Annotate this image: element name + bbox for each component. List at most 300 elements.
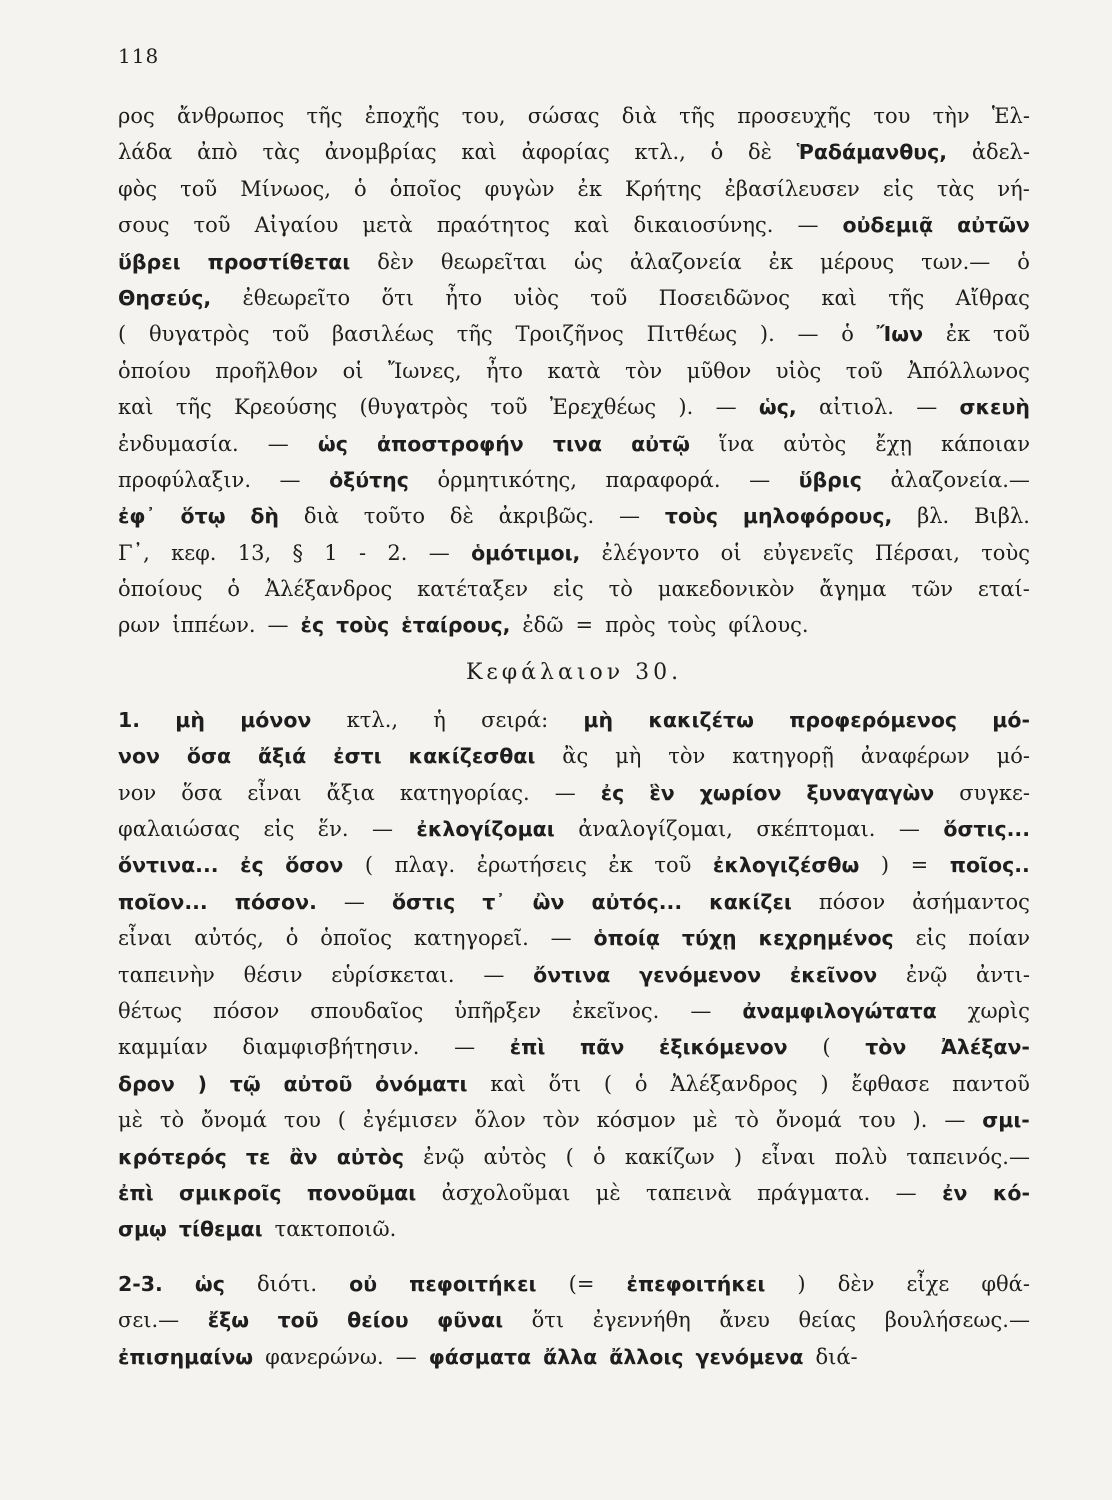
word: μὲ [118, 1108, 143, 1133]
word: πόσον [818, 889, 886, 914]
word: σκέπτομαι. [756, 817, 876, 842]
word: τὴν [932, 104, 970, 128]
word: — [395, 1344, 417, 1369]
word: διὰ [303, 504, 339, 529]
text-line [118, 775, 1030, 811]
bold-term: ἐπεφοιτήκει [626, 1271, 766, 1296]
word: Βιβλ. [974, 504, 1030, 529]
text-line [118, 426, 1030, 462]
bold-term: μό- [992, 707, 1030, 732]
text-line [118, 316, 1030, 352]
word: νή- [997, 176, 1030, 201]
bold-term: πᾶν [580, 1035, 625, 1060]
bold-term: ὁμότιμοι, [471, 540, 581, 565]
word: ἡ [433, 707, 446, 732]
word: καὶ [821, 285, 857, 310]
bold-term: κεχρημένος [758, 926, 894, 951]
bold-term: φῦναι [437, 1308, 504, 1333]
word: εταί- [977, 577, 1030, 602]
word: αὐτὸς [783, 431, 847, 456]
word: Γ᾽, [118, 540, 150, 565]
bold-term: ὅντινα... [118, 853, 219, 878]
word: τὸ [734, 1108, 759, 1133]
word: πλαγ. [394, 853, 456, 878]
text-line [118, 1102, 1030, 1138]
word: ) [797, 1271, 806, 1296]
word: ὁ [1017, 249, 1030, 274]
bold-term: ἄλλοις [609, 1344, 684, 1369]
word: κατηγορεῖ. [413, 926, 529, 951]
word: τῆς [888, 285, 925, 310]
word: συγκε- [959, 780, 1030, 805]
bold-term: ἐς [240, 853, 264, 878]
word: ρος [118, 104, 155, 128]
word: ὅλον [474, 1108, 526, 1133]
text-line [118, 993, 1030, 1029]
word: τῆς [679, 104, 716, 128]
word: ἐδῶ [522, 613, 564, 638]
bold-term: ἓν [649, 780, 675, 805]
word: — [690, 998, 712, 1023]
word: ἀλαζονεία [629, 249, 742, 274]
word: ἂς [562, 744, 589, 769]
bold-term: ἂν [289, 1144, 318, 1169]
bold-term: πεφοιτήκει [409, 1271, 537, 1296]
word: ἦτο [486, 358, 523, 383]
bold-term: προστίθεται [207, 249, 351, 274]
word: σει.— [118, 1308, 180, 1333]
bold-term: ) [197, 1071, 207, 1096]
word: των.— [921, 249, 991, 274]
text-line [118, 847, 1030, 883]
word: ἐκ [608, 853, 633, 878]
word: τὸ [159, 1108, 185, 1133]
word: — [916, 395, 938, 420]
word: ὅτι [548, 1071, 582, 1096]
bold-term: σμῳ [118, 1217, 167, 1242]
word: — [554, 780, 576, 805]
word: φανερώνω. [265, 1344, 384, 1369]
word: ἵνα [719, 431, 755, 456]
bold-term: σμικροῖς [179, 1180, 282, 1205]
word: — [454, 1035, 476, 1060]
word: - [358, 540, 367, 565]
word: Ποσειδῶνος [658, 285, 791, 310]
bold-term: τοὺς [336, 613, 390, 638]
word: δὲ [747, 140, 772, 165]
document-body [118, 98, 1030, 1375]
word: μετὰ [362, 213, 413, 238]
word: ἐγεννήθη [592, 1308, 691, 1333]
section-heading: Κεφάλαιον 30. [465, 659, 683, 685]
word: τοῦ [590, 285, 628, 310]
word: ἐκ [768, 249, 794, 274]
word: — [619, 504, 641, 529]
word: ἐθεωρεῖτο [242, 285, 351, 310]
word: — [944, 1108, 966, 1133]
bold-term: τίθεμαι [178, 1217, 263, 1242]
word: δὲν [377, 249, 414, 274]
word: ( [603, 1071, 613, 1096]
bold-term: γενόμενον [639, 962, 762, 987]
bold-term: πόσον. [234, 889, 317, 914]
text-line [118, 1211, 1030, 1247]
bold-term: δρον [118, 1071, 175, 1096]
word: ἀσήμαντος [912, 889, 1030, 914]
bold-term: σμι- [982, 1108, 1030, 1133]
bold-term: κρότερός [118, 1144, 227, 1169]
word: τῆς [306, 104, 343, 128]
word: μὲ [595, 1180, 621, 1205]
word: ὡς [574, 249, 603, 274]
word: ὑπῆρξεν [454, 998, 541, 1023]
word: ἐνῷ [423, 1144, 465, 1169]
word: φὸς [118, 176, 158, 201]
bold-term: ἄξιά [257, 744, 307, 769]
bold-term: μὴ [583, 707, 614, 732]
bold-term: τοῦ [277, 1308, 319, 1333]
word: (θυγατρὸς [359, 395, 469, 420]
word: — [715, 395, 737, 420]
bold-term: Ἀλέξαν- [941, 1035, 1030, 1060]
word: θεωρεῖται [440, 249, 548, 274]
word: ( [822, 1035, 831, 1060]
text-line [118, 1175, 1030, 1211]
word: μὲ [692, 1108, 718, 1133]
word: εὐγενεῖς [762, 540, 854, 565]
bold-term: κό- [992, 1180, 1030, 1205]
word: παραφορά. [605, 467, 721, 492]
word: — [797, 322, 819, 347]
word: 13, [237, 540, 272, 565]
word: τοὺς [981, 540, 1030, 565]
text-line [118, 498, 1030, 534]
bold-term: γενόμενα [695, 1344, 804, 1369]
word: ἀκριβῶς. [498, 504, 595, 529]
word: ) [733, 1144, 743, 1169]
bold-term: ποῖος.. [949, 853, 1030, 878]
word: κατηγορῇ [732, 744, 834, 769]
word: ὁποῖος [389, 176, 462, 201]
word: καὶ [573, 213, 610, 238]
word: ) [880, 853, 890, 878]
bold-term: ποῖον... [118, 889, 208, 914]
word: ἐρωτήσεις [476, 853, 587, 878]
bold-term: ἀναμφιλογώτατα [742, 998, 937, 1023]
bold-term: ὅστις [391, 889, 456, 914]
word: πρὸς [605, 613, 656, 638]
text-line [118, 571, 1030, 607]
word: 1 [324, 540, 338, 565]
bold-term: χωρίον [699, 780, 782, 805]
word: του [858, 1108, 896, 1133]
word: — [267, 431, 289, 456]
word: ὁ [285, 926, 299, 951]
word: ). [759, 322, 775, 347]
word: ἦτο [445, 285, 483, 310]
bold-term: ὕβρις [798, 467, 862, 492]
paragraph-section-1 [118, 702, 1030, 1248]
text-line [118, 607, 1030, 643]
word: ( [364, 853, 374, 878]
word: πραότητος [436, 213, 550, 238]
word: § [292, 540, 303, 565]
word: ἐνῷ [906, 962, 948, 987]
word: οἱ [720, 540, 742, 565]
word: ταπεινὰ [646, 1180, 732, 1205]
word: τῆς [456, 322, 493, 347]
word: οἱ [342, 358, 364, 383]
bold-term: κακιζέτω [648, 707, 754, 732]
word: τοὺς [667, 613, 717, 638]
bold-term: ὅτῳ [180, 504, 226, 529]
word: — [267, 613, 289, 638]
text-line [118, 957, 1030, 993]
word: ἀδελ- [971, 140, 1030, 165]
bold-term: αὐτὸς [336, 1144, 405, 1169]
word: Πιτθέως [646, 322, 738, 347]
word: τοῦ [490, 395, 528, 420]
bold-term: ἐκεῖνον [789, 962, 878, 987]
word: Ἑλ- [991, 104, 1030, 128]
word: τὸν [542, 1108, 580, 1133]
bold-term: ὁποίᾳ [593, 926, 660, 951]
word: αἰτιολ. [819, 395, 894, 420]
word: ὅσα [181, 780, 223, 805]
bold-term: Ῥαδάμανθυς, [796, 140, 948, 165]
word: Αἰγαίου [254, 213, 339, 238]
text-line [118, 207, 1030, 243]
word: — [895, 1180, 917, 1205]
word: ὁ [710, 140, 724, 165]
word: αὐτὸς [483, 1144, 547, 1169]
text-line [118, 811, 1030, 847]
word: ἀναφέρων [860, 744, 970, 769]
bold-term: Ἴων [876, 322, 924, 347]
word: κεφ. [171, 540, 217, 565]
word: ἕν. [317, 817, 349, 842]
word: υἱὸς [513, 285, 559, 310]
bold-term: ὕβρει [118, 249, 181, 274]
word: προῆλθον [215, 358, 319, 383]
bold-term: ξυναγαγὼν [806, 780, 935, 805]
word: δὲ [449, 504, 474, 529]
bold-term: ἐστι [333, 744, 382, 769]
word: ἀπὸ [197, 140, 238, 165]
word: προφύλαξιν. [118, 467, 251, 492]
word: εἶναι [761, 1144, 816, 1169]
word: κόσμον [596, 1108, 676, 1133]
word: (= [568, 1271, 595, 1296]
word: τῶν [911, 577, 953, 602]
bold-term: ὅστις... [943, 817, 1030, 842]
word: θέτως [118, 998, 183, 1023]
word: ἄξια [326, 780, 375, 805]
bold-term: ἄλλα [543, 1344, 598, 1369]
word: τοῦτο [363, 504, 426, 529]
word: ). [912, 1108, 928, 1133]
bold-term: ἐς [600, 780, 625, 805]
word: φίλους. [728, 613, 809, 638]
word: ὄνομά [775, 1108, 842, 1133]
word: τακτοποιῶ. [274, 1217, 397, 1242]
word: διὰ [621, 104, 657, 128]
bold-term: τύχῃ [681, 926, 737, 951]
word: κτλ., [346, 707, 399, 732]
text-line [118, 462, 1030, 498]
word: σους [118, 213, 170, 238]
bold-term: κακίζεσθαι [408, 744, 536, 769]
word: Πέρσαι, [874, 540, 960, 565]
word: ἀναλογίζομαι, [578, 817, 733, 842]
bold-term: ἀποστροφήν [376, 431, 524, 456]
text-line [118, 280, 1030, 316]
bold-term: ἐς [300, 613, 325, 638]
word: τοῦ [180, 176, 218, 201]
word: ( [565, 1144, 574, 1169]
word: τῆς [175, 395, 212, 420]
word: ἱππέων. [172, 613, 256, 638]
word: Ἐρεχθέως [549, 395, 657, 420]
word: διότι. [257, 1271, 318, 1296]
word: — [279, 467, 301, 492]
word: = [575, 613, 594, 638]
word: ὄνομά [201, 1108, 267, 1133]
bold-term: ἔξω [207, 1308, 250, 1333]
word: ὅτι [531, 1308, 565, 1333]
bold-term: ὡς [194, 1271, 225, 1296]
word: τὸν [668, 744, 706, 769]
bold-term: μὴ [175, 707, 205, 732]
page-number: 118 [118, 44, 160, 68]
text-line [118, 920, 1030, 956]
bold-term: τινα [552, 431, 602, 456]
word: ὁποῖος [320, 926, 393, 951]
bold-term: σκευὴ [959, 395, 1030, 420]
word: διαμφισβήτησιν. [242, 1035, 420, 1060]
word: σώσας [527, 104, 600, 128]
bold-term: αὐτῷ [631, 431, 690, 456]
text-line [118, 171, 1030, 207]
word: ἀνομβρίας [324, 140, 437, 165]
text-line [118, 98, 1030, 134]
word: ταπεινὴν [118, 962, 215, 987]
word: ἐνδυμασία. [118, 431, 239, 456]
bold-term: ὄντινα [533, 962, 611, 987]
word: θέσιν [243, 962, 303, 987]
word: κάποιαν [941, 431, 1030, 456]
word: πράγματα. [757, 1180, 871, 1205]
word: εἶχε [906, 1271, 950, 1296]
paragraph-section-2-3 [118, 1266, 1030, 1375]
word: Κρήτης [625, 176, 702, 201]
bold-term: ὀνόματι [375, 1071, 468, 1096]
word: ὁ [354, 176, 367, 201]
word: παντοῦ [952, 1071, 1030, 1096]
word: ἄγημα [819, 577, 887, 602]
word: κατέταξεν [417, 577, 528, 602]
word: ρων [118, 613, 161, 638]
bold-term: 1. [118, 707, 141, 732]
word: καὶ [490, 1071, 526, 1096]
word: ( [337, 1108, 346, 1133]
word: καὶ [461, 140, 497, 165]
word: ὁ [634, 1071, 648, 1096]
word: ταπεινός.— [906, 1144, 1030, 1169]
word: ἐλέγοντο [601, 540, 700, 565]
bold-term: ὀξύτης [329, 467, 409, 492]
bold-term: ἐπισημαίνω [118, 1344, 254, 1369]
word: ἐκεῖνος. [571, 998, 660, 1023]
bold-term: αὐτῶν [957, 213, 1030, 238]
bold-term: ἐξικόμενον [658, 1035, 788, 1060]
bold-term: θείου [347, 1308, 409, 1333]
word: ὁ [593, 1144, 606, 1169]
word: εἰς [552, 577, 584, 602]
word: μακεδονικὸν [657, 577, 795, 602]
word: αὐτός, [194, 926, 264, 951]
word: ὁποίου [118, 358, 191, 383]
word: Ἀλέξανδρος [264, 577, 393, 602]
word: ἐβασίλευσεν [724, 176, 860, 201]
word: — [550, 926, 572, 951]
bold-term: 2-3. [118, 1271, 163, 1296]
text-line [118, 1029, 1030, 1065]
word: ( [118, 322, 127, 347]
word: ). [678, 395, 694, 420]
word: βουλήσεως.— [884, 1308, 1030, 1333]
word: δὲν [837, 1271, 875, 1296]
word: 2. [387, 540, 408, 565]
word: τὰς [262, 140, 300, 165]
bold-term: οὐ [349, 1271, 378, 1296]
word: εἶναι [247, 780, 302, 805]
bold-term: Θησεύς, [118, 285, 212, 310]
bold-term: ἐπὶ [118, 1180, 154, 1205]
word: προσευχῆς [737, 104, 852, 128]
text-line [118, 244, 1030, 280]
bold-term: τε [245, 1144, 271, 1169]
bold-term: ὢν [532, 889, 565, 914]
word: ποίαν [968, 926, 1030, 951]
word: εὑρίσκεται. [331, 962, 455, 987]
text-line [118, 134, 1030, 170]
word: του [283, 1108, 321, 1133]
word: μὴ [615, 744, 642, 769]
word: ὁ [841, 322, 854, 347]
word: θείας [798, 1308, 857, 1333]
word: — [749, 467, 771, 492]
word: — [797, 213, 819, 238]
bold-term: ὡς, [758, 395, 797, 420]
paragraph-commentary-ch29 [118, 98, 1030, 644]
word: βλ. [917, 504, 950, 529]
word: — [343, 889, 365, 914]
text-line [118, 884, 1030, 920]
word: βασιλέως [332, 322, 434, 347]
bold-term: μηλοφόρους, [742, 504, 893, 529]
word: σειρά: [481, 707, 549, 732]
word: ἀντι- [976, 962, 1030, 987]
bold-term: κακίζει [709, 889, 792, 914]
word: κατὰ [547, 358, 601, 383]
text-line [118, 389, 1030, 425]
word: του [873, 104, 911, 128]
word: τοῦ [992, 322, 1030, 347]
word: τὸν [625, 358, 663, 383]
bold-term: ἑταίρους, [401, 613, 511, 638]
text-line [118, 702, 1030, 738]
